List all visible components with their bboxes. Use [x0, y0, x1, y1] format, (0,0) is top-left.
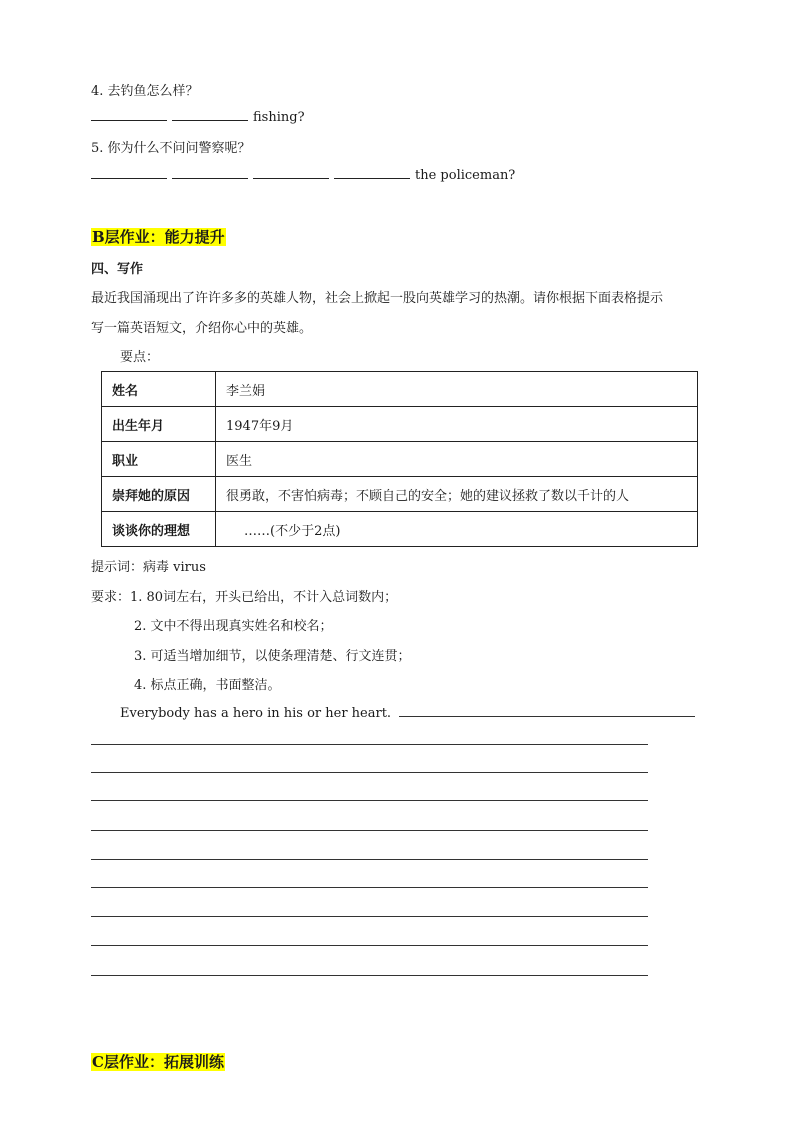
table-key: 崇拜她的原因	[102, 477, 216, 512]
essay-answer-line[interactable]	[91, 772, 648, 773]
requirement-4: 4. 标点正确，书面整洁。	[134, 678, 281, 693]
table-value: ……(不少于2点)	[216, 512, 698, 547]
table-row	[102, 372, 698, 407]
question-5-prompt: 5. 你为什么不问问警察呢？	[91, 141, 251, 156]
essay-answer-line[interactable]	[91, 945, 648, 946]
question-4-tail: fishing?	[253, 110, 305, 125]
table-key: 姓名	[102, 372, 216, 407]
essay-answer-line[interactable]	[91, 916, 648, 917]
answer-blank[interactable]	[91, 166, 167, 179]
answer-blank[interactable]	[334, 166, 410, 179]
table-value: 医生	[216, 442, 698, 477]
answer-blank[interactable]	[172, 166, 248, 179]
question-5-tail: the policeman?	[415, 168, 516, 183]
answer-blank[interactable]	[91, 108, 167, 121]
writing-heading: 四、写作	[91, 262, 144, 277]
essay-answer-line[interactable]	[91, 975, 648, 976]
table-value: 李兰娟	[216, 372, 698, 407]
essay-answer-line[interactable]	[399, 704, 695, 717]
table-value: 很勇敢，不害怕病毒；不顾自己的安全；她的建议拯救了数以千计的人	[216, 477, 698, 512]
requirements-table	[101, 371, 698, 547]
hint-text: 提示词：病毒 virus	[91, 560, 206, 575]
essay-answer-line[interactable]	[91, 859, 648, 860]
essay-answer-line[interactable]	[91, 887, 648, 888]
table-key: 谈谈你的理想	[102, 512, 216, 547]
table-row	[102, 407, 698, 442]
requirement-1: 要求：1. 80词左右，开头已给出，不计入总词数内；	[91, 590, 398, 605]
answer-blank[interactable]	[172, 108, 248, 121]
answer-blank[interactable]	[253, 166, 329, 179]
section-c-title	[91, 1051, 225, 1072]
essay-answer-line[interactable]	[91, 744, 648, 745]
points-label: 要点：	[120, 350, 160, 365]
table-key: 职业	[102, 442, 216, 477]
essay-first-line	[120, 704, 695, 721]
table-value: 1947年9月	[216, 407, 698, 442]
table-row	[102, 512, 698, 547]
table-key: 出生年月	[102, 407, 216, 442]
question-4-answer-line	[91, 108, 305, 125]
essay-answer-line[interactable]	[91, 830, 648, 831]
intro-line-1: 最近我国涌现出了许许多多的英雄人物，社会上掀起一股向英雄学习的热潮。请你根据下面表格提示	[91, 291, 664, 306]
requirement-3: 3. 可适当增加细节，以使条理清楚、行文连贯；	[134, 649, 411, 664]
section-b-title	[91, 226, 226, 247]
question-5-answer-line	[91, 166, 515, 183]
intro-line-2: 写一篇英语短文，介绍你心中的英雄。	[91, 321, 313, 336]
essay-answer-line[interactable]	[91, 800, 648, 801]
table-row	[102, 442, 698, 477]
table-row	[102, 477, 698, 512]
section-c-title-text: C层作业：拓展训练	[92, 1053, 224, 1071]
section-b-title-text: B层作业：能力提升	[92, 228, 225, 246]
requirement-2: 2. 文中不得出现真实姓名和校名；	[134, 619, 333, 634]
essay-start-text: Everybody has a hero in his or her heart.	[120, 706, 392, 721]
question-4-prompt: 4. 去钓鱼怎么样？	[91, 84, 199, 99]
